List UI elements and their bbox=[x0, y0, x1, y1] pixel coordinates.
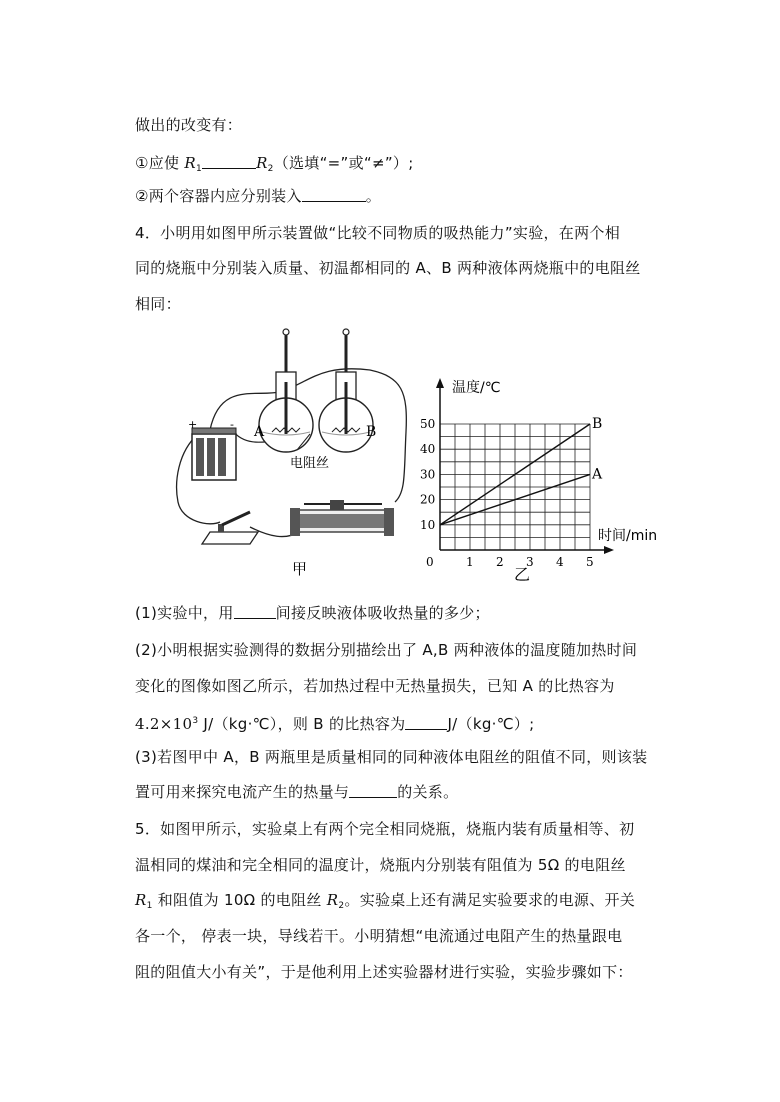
x-tick-label: 2 bbox=[496, 555, 504, 569]
q3-item1 bbox=[135, 153, 414, 179]
q5-line2: 温相同的煤油和完全相同的温度计，烧瓶内分别装有阻值为 5Ω 的电阻丝 bbox=[135, 856, 626, 874]
specific-heat-exponent: 3 bbox=[192, 716, 199, 726]
q5-line3-suffix: 。实验桌上还有满足实验要求的电源、开关 bbox=[344, 891, 636, 909]
y-axis-label: 温度/℃ bbox=[452, 380, 501, 396]
q3-item1-prefix: ①应使 bbox=[135, 154, 185, 172]
answer-blank-2[interactable] bbox=[302, 187, 366, 202]
q4-sub2-line3-suffix: J/（kg·℃）; bbox=[447, 715, 535, 733]
q5-line5: 阻的阻值大小有关”，于是他利用上述实验器材进行实验，实验步骤如下： bbox=[135, 963, 633, 981]
q3-item2-suffix: 。 bbox=[365, 187, 382, 205]
q4-line1: 4．小明用如图甲所示装置做“比较不同物质的吸热能力”实验，在两个相 bbox=[135, 224, 620, 242]
flask-a-label: A bbox=[254, 424, 265, 440]
x-tick-label: 4 bbox=[556, 555, 564, 569]
q5-r1-symbol: R bbox=[135, 891, 147, 909]
battery-icon bbox=[192, 428, 236, 480]
r1-subscript: 1 bbox=[196, 164, 203, 174]
battery-plus: + bbox=[188, 418, 198, 431]
switch-icon bbox=[202, 512, 258, 544]
y-tick-label: 20 bbox=[420, 492, 436, 507]
x-axis-label: 时间/min bbox=[598, 528, 658, 544]
q4-sub2-line1: (2)小明根据实验测得的数据分别描绘出了 A,B 两种液体的温度随加热时间 bbox=[135, 641, 638, 659]
answer-blank-5[interactable] bbox=[349, 783, 397, 798]
q3-item1-suffix: （选填“=”或“≠”）; bbox=[273, 154, 414, 172]
q3-intro: 做出的改变有： bbox=[135, 116, 243, 134]
q4-sub2-line2: 变化的图像如图乙所示，若加热过程中无热量损失，已知 A 的比热容为 bbox=[135, 677, 615, 695]
q4-sub1-suffix: 间接反映液体吸收热量的多少； bbox=[275, 604, 490, 622]
answer-blank-1[interactable] bbox=[202, 154, 256, 169]
x-tick-label: 5 bbox=[586, 555, 594, 569]
answer-blank-4[interactable] bbox=[405, 715, 447, 730]
y-tick-label: 50 bbox=[420, 417, 436, 431]
q4-sub1 bbox=[135, 603, 490, 623]
q4-sub3-line2 bbox=[135, 782, 458, 802]
q5-r2-symbol: R bbox=[326, 891, 339, 909]
series-label-b: B bbox=[592, 416, 603, 432]
q3-item2 bbox=[135, 186, 381, 206]
figure-jia-caption: 甲 bbox=[292, 560, 308, 578]
q4-sub3-line1: (3)若图甲中 A，B 两瓶里是质量相同的同种液体电阻丝的阻值不同，则该装 bbox=[135, 748, 648, 766]
q4-sub3-suffix: 的关系。 bbox=[397, 783, 459, 801]
q4-sub1-prefix: (1)实验中，用 bbox=[135, 604, 234, 622]
flask-b-icon bbox=[319, 372, 373, 452]
figure-yi-chart bbox=[418, 372, 678, 587]
q5-line1: 5．如图甲所示，实验桌上有两个完全相同烧瓶，烧瓶内装有质量相等、初 bbox=[135, 820, 635, 838]
flask-b-label: B bbox=[366, 424, 377, 440]
q5-line3 bbox=[135, 890, 635, 916]
series-label-a: A bbox=[592, 466, 603, 483]
answer-blank-3[interactable] bbox=[234, 604, 276, 619]
r1-symbol: R bbox=[184, 154, 197, 172]
q4-line2: 同的烧瓶中分别装入质量、初温都相同的 A、B 两种液体两烧瓶中的电阻丝 bbox=[135, 259, 641, 277]
q5-line3-mid: 和阻值为 10Ω 的电阻丝 bbox=[152, 891, 327, 909]
q4-sub2-line3-mid: J/（kg·℃），则 B 的比热容为 bbox=[198, 715, 406, 733]
figure-jia-apparatus bbox=[170, 322, 415, 582]
y-tick-label: 30 bbox=[420, 467, 436, 482]
y-tick-label: 40 bbox=[420, 442, 436, 457]
rheostat-icon bbox=[290, 500, 394, 536]
specific-heat-value: 4.2×10 bbox=[135, 715, 193, 733]
q5-r1-subscript: 1 bbox=[146, 901, 153, 911]
q4-sub3-prefix: 置可用来探究电流产生的热量与 bbox=[135, 783, 350, 801]
x-axis-arrow bbox=[604, 546, 614, 554]
figure-yi-caption: 乙 bbox=[514, 565, 531, 584]
y-tick-label: 10 bbox=[420, 517, 436, 532]
q4-line3: 相同： bbox=[135, 295, 181, 313]
battery-minus: - bbox=[230, 418, 234, 431]
q3-item2-prefix: ②两个容器内应分别装入 bbox=[135, 187, 302, 205]
r2-symbol: R bbox=[256, 154, 268, 172]
x-tick-label: 0 bbox=[426, 555, 434, 569]
q5-r2-subscript: 2 bbox=[338, 901, 345, 911]
resistance-wire-label: 电阻丝 bbox=[290, 456, 330, 471]
q4-sub2-line3 bbox=[135, 711, 535, 734]
y-axis-arrow bbox=[436, 378, 444, 388]
x-tick-label: 3 bbox=[526, 555, 534, 569]
q5-line4: 各一个， 停表一块，导线若干。小明猜想“电流通过电阻产生的热量跟电 bbox=[135, 927, 623, 945]
x-tick-label: 1 bbox=[466, 555, 474, 569]
r2-subscript: 2 bbox=[267, 164, 274, 174]
